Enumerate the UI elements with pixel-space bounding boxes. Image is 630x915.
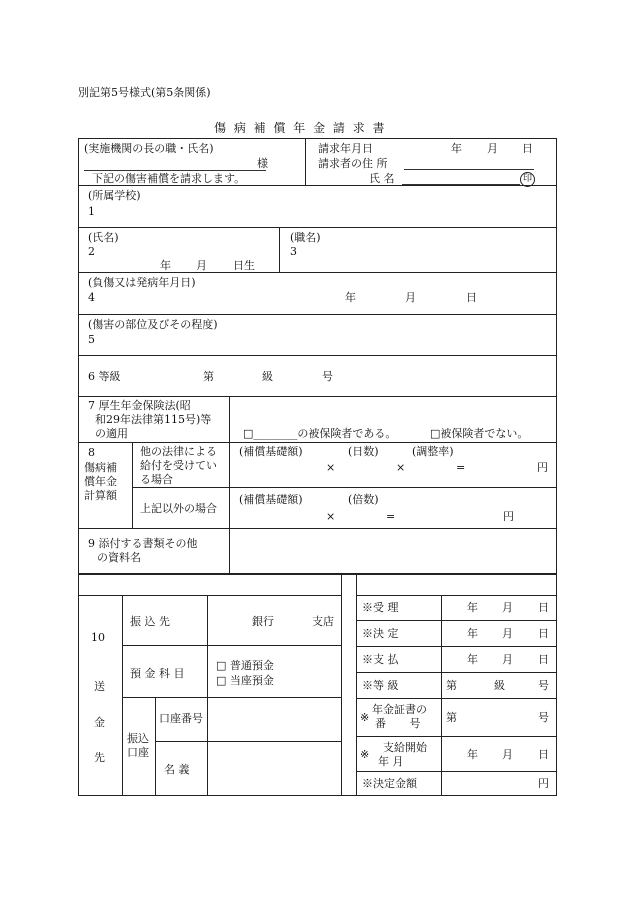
job-label: (職名) bbox=[290, 231, 321, 244]
pension-label-line2: 和29年法律第115号)等 bbox=[95, 413, 212, 426]
honorific: 様 bbox=[257, 157, 268, 170]
date-label: 請求年月日 bbox=[318, 142, 373, 155]
pension-not-insured-checkbox[interactable]: □被保険者でない。 bbox=[430, 427, 529, 440]
row-divider bbox=[78, 595, 341, 596]
pension-label-line1: 7 厚生年金保険法(昭 bbox=[88, 399, 191, 412]
yen-unit: 円 bbox=[503, 510, 514, 523]
calc-number: 8 bbox=[88, 446, 95, 459]
office-grade-label: ※等 級 bbox=[362, 679, 399, 692]
row-divider bbox=[356, 620, 557, 621]
office-start-mark: ※ bbox=[360, 748, 370, 761]
office-start-label-line2: 年 月 bbox=[378, 755, 404, 768]
row-divider bbox=[356, 698, 557, 699]
col-divider bbox=[279, 227, 280, 272]
col-divider bbox=[341, 574, 342, 796]
account-number-label: 口座番号 bbox=[159, 712, 203, 725]
transfer-char: 先 bbox=[94, 751, 105, 764]
col-divider bbox=[441, 595, 442, 796]
office-paid-day: 日 bbox=[538, 653, 549, 666]
office-cert-dai: 第 bbox=[446, 711, 457, 724]
row-divider bbox=[78, 227, 557, 228]
injury-date-number: 4 bbox=[88, 291, 95, 304]
grade-kyu: 級 bbox=[262, 370, 273, 383]
name-number: 2 bbox=[88, 245, 95, 258]
col-divider bbox=[132, 442, 133, 528]
office-decided-day: 日 bbox=[538, 627, 549, 640]
address-label: 請求者の住 所 bbox=[318, 157, 388, 170]
agency-label: (実施機関の長の職・氏名) bbox=[84, 142, 214, 155]
yen-unit: 円 bbox=[537, 461, 548, 474]
other-case-label: 上記以外の場合 bbox=[140, 502, 217, 515]
grade-label: 6 等級 bbox=[88, 370, 121, 383]
adjust-rate-label: (調整率) bbox=[412, 445, 454, 458]
date-day: 日 bbox=[522, 142, 533, 155]
row-divider bbox=[78, 355, 557, 356]
injury-part-number: 5 bbox=[88, 333, 95, 346]
row-divider bbox=[78, 528, 557, 529]
pension-insured-checkbox[interactable]: □________の被保険者である。 bbox=[243, 427, 397, 440]
calc-label-line3: 計算額 bbox=[84, 489, 117, 502]
row-divider bbox=[122, 645, 341, 646]
injury-part-label: (傷害の部位及びその程度) bbox=[88, 318, 218, 331]
office-paid-month: 月 bbox=[502, 653, 513, 666]
row-divider bbox=[78, 185, 557, 186]
office-start-label-line1: 支給開始 bbox=[383, 741, 427, 754]
col-divider bbox=[356, 574, 357, 796]
col-divider bbox=[305, 138, 306, 185]
office-amount-yen: 円 bbox=[538, 777, 549, 790]
row-divider bbox=[356, 646, 557, 647]
office-cert-mark: ※ bbox=[360, 711, 370, 724]
row-divider bbox=[356, 736, 557, 737]
col-divider bbox=[229, 396, 230, 574]
bank-label: 銀行 bbox=[252, 615, 274, 628]
birth-month: 月 bbox=[196, 259, 207, 272]
row-divider bbox=[356, 672, 557, 673]
date-month: 月 bbox=[487, 142, 498, 155]
row-divider bbox=[155, 741, 341, 742]
grade-dai: 第 bbox=[203, 370, 214, 383]
row-divider bbox=[356, 595, 557, 596]
days-label: (日数) bbox=[348, 445, 379, 458]
birth-day: 日生 bbox=[233, 259, 255, 272]
injury-date-label: (負傷又は発病年月日) bbox=[88, 276, 196, 289]
other-law-line3: る場合 bbox=[140, 473, 173, 486]
ordinary-deposit-checkbox[interactable]: □ 普通預金 bbox=[216, 659, 274, 672]
birth-year: 年 bbox=[160, 259, 171, 272]
row-divider bbox=[78, 272, 557, 273]
grade-go: 号 bbox=[322, 370, 333, 383]
equals-sign: = bbox=[456, 461, 466, 474]
seal-mark: 印 bbox=[520, 172, 535, 187]
office-cert-label-line2: 番 号 bbox=[375, 717, 431, 730]
office-amount-label: ※決定金額 bbox=[362, 777, 417, 790]
transfer-account-label-line2: 口座 bbox=[127, 746, 149, 759]
office-paid-year: 年 bbox=[467, 653, 478, 666]
office-decided-label: ※決 定 bbox=[362, 627, 399, 640]
other-law-line1: 他の法律による bbox=[140, 445, 217, 458]
deposit-type-label: 預 金 科 目 bbox=[130, 667, 185, 680]
equals-sign: = bbox=[386, 510, 396, 523]
times-sign: × bbox=[326, 510, 336, 523]
applicant-name-label: 氏 名 bbox=[369, 172, 395, 185]
office-grade-kyu: 級 bbox=[494, 679, 505, 692]
address-underline bbox=[404, 169, 534, 170]
agency-underline bbox=[84, 170, 266, 171]
form-lower-table bbox=[78, 574, 557, 796]
row-divider bbox=[78, 396, 557, 397]
form-title: 傷 病 補 償 年 金 請 求 書 bbox=[214, 121, 387, 135]
office-grade-dai: 第 bbox=[446, 679, 457, 692]
times-sign: × bbox=[326, 461, 336, 474]
office-decided-month: 月 bbox=[502, 627, 513, 640]
office-received-label: ※受 理 bbox=[362, 601, 399, 614]
office-start-day: 日 bbox=[538, 748, 549, 761]
date-year: 年 bbox=[451, 142, 462, 155]
row-divider bbox=[78, 314, 557, 315]
transfer-char: 送 bbox=[94, 680, 105, 693]
injury-year: 年 bbox=[345, 291, 356, 304]
job-number: 3 bbox=[290, 245, 297, 258]
transfer-char: 金 bbox=[94, 716, 105, 729]
applicant-name-underline bbox=[402, 184, 520, 185]
injury-month: 月 bbox=[405, 291, 416, 304]
payee-label: 振 込 先 bbox=[130, 615, 170, 628]
branch-label: 支店 bbox=[312, 615, 334, 628]
multiplier-label: (倍数) bbox=[348, 493, 379, 506]
office-decided-year: 年 bbox=[467, 627, 478, 640]
attachments-label-line2: の資料名 bbox=[97, 551, 141, 564]
col-divider bbox=[207, 595, 208, 796]
school-label: (所属学校) bbox=[88, 189, 141, 202]
office-paid-label: ※支 払 bbox=[362, 653, 399, 666]
office-start-month: 月 bbox=[502, 748, 513, 761]
calc-label-line2: 償年金 bbox=[84, 475, 117, 488]
transfer-account-label-line1: 振込 bbox=[127, 732, 149, 745]
attachments-label-line1: 9 添付する書類その他 bbox=[88, 537, 198, 550]
row-divider bbox=[356, 771, 557, 772]
form-reference: 別記第5号様式(第5条関係) bbox=[78, 86, 211, 99]
office-received-year: 年 bbox=[467, 601, 478, 614]
calc-label-line1: 傷病補 bbox=[84, 461, 117, 474]
injury-day: 日 bbox=[466, 291, 477, 304]
col-divider bbox=[122, 595, 123, 796]
request-text: 下記の傷害補償を請求します。 bbox=[92, 172, 246, 185]
office-grade-go: 号 bbox=[538, 679, 549, 692]
base-amount-label: (補償基礎額) bbox=[239, 493, 303, 506]
current-deposit-checkbox[interactable]: □ 当座預金 bbox=[216, 674, 274, 687]
office-cert-go: 号 bbox=[538, 711, 549, 724]
office-received-month: 月 bbox=[502, 601, 513, 614]
name-label: (氏名) bbox=[88, 231, 119, 244]
row-divider bbox=[78, 442, 557, 443]
base-amount-label: (補償基礎額) bbox=[239, 445, 303, 458]
office-received-day: 日 bbox=[538, 601, 549, 614]
row-divider bbox=[132, 487, 557, 488]
office-cert-label-line1: 年金証書の bbox=[372, 703, 427, 716]
col-divider bbox=[155, 697, 156, 796]
transfer-number: 10 bbox=[91, 631, 105, 644]
account-name-label: 名 義 bbox=[164, 763, 190, 776]
pension-label-line3: の適用 bbox=[95, 427, 128, 440]
other-law-line2: 給付を受けてい bbox=[140, 459, 217, 472]
office-start-year: 年 bbox=[467, 748, 478, 761]
times-sign: × bbox=[396, 461, 406, 474]
school-number: 1 bbox=[88, 205, 95, 218]
